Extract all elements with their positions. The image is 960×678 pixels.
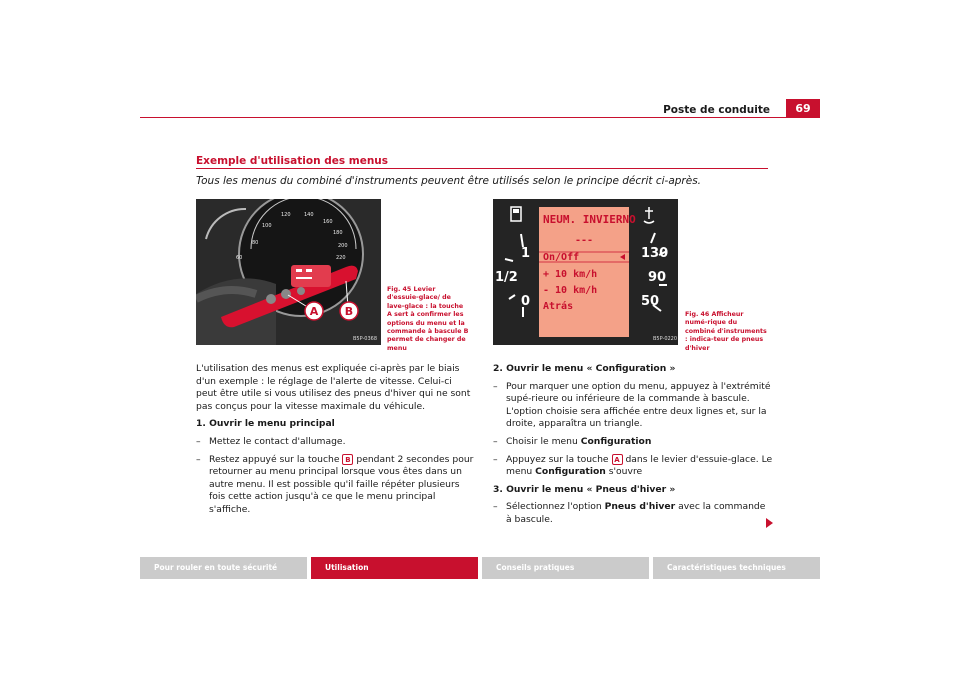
list-item-text — [506, 501, 773, 526]
left-column — [196, 363, 474, 522]
display-menu-item: On/Off — [543, 252, 580, 263]
footer-tab-caracteristiques[interactable]: Caractéristiques techniques — [653, 557, 820, 579]
wiper-lever-labels — [196, 199, 381, 345]
section-title: Exemple d'utilisation des menus — [196, 155, 389, 167]
dash-bullet: – — [493, 453, 498, 465]
dash-bullet: – — [493, 501, 498, 513]
list-item — [196, 436, 474, 449]
text-fragment: Restez appuyé sur la touche — [209, 453, 340, 465]
figure-digital-display — [493, 199, 678, 345]
footer-tab-utilisation[interactable]: Utilisation — [311, 557, 478, 579]
gauge-left-label: 0 — [521, 294, 531, 309]
menu-term: Pneus d'hiver — [604, 501, 676, 513]
gauge-right-label: 50 — [641, 294, 660, 309]
svg-text:120: 120 — [281, 212, 291, 218]
svg-text:200: 200 — [338, 243, 348, 249]
gauge-left-label: 1/2 — [495, 270, 518, 285]
footer-tab-conseils[interactable]: Conseils pratiques — [482, 557, 649, 579]
svg-text:160: 160 — [323, 219, 333, 225]
figure-caption: Fig. 46 Afficheur numé-rique du combiné d'instruments : indica-teur de pneus d'hiver — [685, 311, 767, 352]
text-fragment: s'ouvre — [608, 466, 643, 478]
list-item-text — [506, 454, 773, 479]
menu-term: Configuration — [535, 466, 606, 478]
gauge-left-label: 1 — [521, 246, 531, 261]
display-menu-item: Atrás — [543, 301, 574, 312]
list-item-text: Mettez le contact d'allumage. — [209, 435, 346, 447]
paragraph: L'utilisation des menus est expliquée ci-après par le biais d'un exemple : le réglage de l'alerte de vitesse. Celui-ci peut être utile si vous utilisez des pneus d'hiver qui ne sont pas conçus pour la vitesse maximale du véhicule. — [196, 363, 471, 412]
display-text-layer — [493, 199, 678, 345]
dash-bullet: – — [196, 435, 201, 447]
display-title: NEUM. INVIERNO — [543, 213, 636, 226]
step-heading: 2. Ouvrir le menu « Configuration » — [493, 363, 676, 374]
list-item — [493, 501, 773, 526]
svg-text:180: 180 — [333, 230, 343, 236]
display-menu-item: - 10 km/h — [543, 285, 598, 296]
label-a: A — [309, 305, 319, 318]
figure-wiper-lever — [196, 199, 381, 345]
figure-code: B5P-0220 — [653, 336, 678, 342]
gauge-right-label: 90 — [648, 270, 667, 285]
key-a-icon: A — [612, 454, 623, 465]
dash-bullet: – — [493, 435, 498, 447]
text-fragment: avec la commande à bascule. — [506, 501, 766, 525]
section-intro: Tous les menus du combiné d'instruments peuvent être utilisés selon le principe décrit ci-après. — [196, 175, 702, 187]
list-item-text — [209, 454, 474, 517]
key-b-icon: B — [342, 454, 353, 465]
section-rule — [196, 168, 768, 169]
menu-term: Configuration — [580, 435, 652, 447]
text-fragment: pendant 2 secondes pour retourner au menu principal lorsque vous êtes dans un autre menu. Il est possible qu'il faille répéter plusieurs fois cette action jusqu'à ce que le menu principal s'affiche. — [209, 453, 474, 515]
svg-text:140: 140 — [304, 212, 314, 218]
gauge-right-label: 130 — [641, 246, 669, 261]
list-item — [493, 436, 773, 449]
list-item — [196, 454, 474, 517]
page-number: 69 — [786, 99, 820, 118]
list-item-text: Pour marquer une option du menu, appuyez à l'extrémité supé-rieure ou inférieure de la commande à bascule. L'option choisie sera affichée entre deux lignes et, sur la droite, apparaîtra un triangle. — [506, 380, 771, 430]
step-heading: 3. Ouvrir le menu « Pneus d'hiver » — [493, 483, 676, 495]
list-item — [493, 454, 773, 479]
text-fragment: dans le levier d'essuie-glace. Le menu — [506, 453, 773, 478]
svg-text:100: 100 — [262, 223, 272, 229]
text-fragment: Sélectionnez l'option — [506, 501, 602, 513]
list-item — [493, 381, 773, 431]
display-menu-item: + 10 km/h — [543, 269, 598, 280]
svg-text:60: 60 — [236, 255, 243, 261]
step-heading: 1. Ouvrir le menu principal — [196, 418, 335, 430]
footer-tab-securite[interactable]: Pour rouler en toute sécurité — [140, 557, 307, 579]
label-b: B — [344, 305, 354, 318]
figure-code: B5P-0368 — [352, 336, 377, 342]
svg-text:220: 220 — [336, 255, 346, 261]
right-column — [493, 363, 773, 532]
dash-bullet: – — [196, 453, 201, 465]
text-fragment: Choisir le menu — [506, 435, 578, 447]
svg-text:80: 80 — [252, 240, 259, 246]
text-fragment: Appuyez sur la touche — [506, 453, 609, 465]
dash-bullet: – — [493, 380, 498, 392]
header-title: Poste de conduite — [663, 104, 770, 116]
display-value: --- — [574, 235, 594, 246]
list-item-text — [506, 436, 651, 449]
header-rule — [140, 117, 820, 118]
next-page-arrow-icon — [766, 518, 773, 528]
figure-caption: Fig. 45 Levier d'essuie-glace/ de lave-glace : la touche A sert à confirmer les options du menu et la commande à bascule B permet de changer de menu — [387, 286, 469, 352]
